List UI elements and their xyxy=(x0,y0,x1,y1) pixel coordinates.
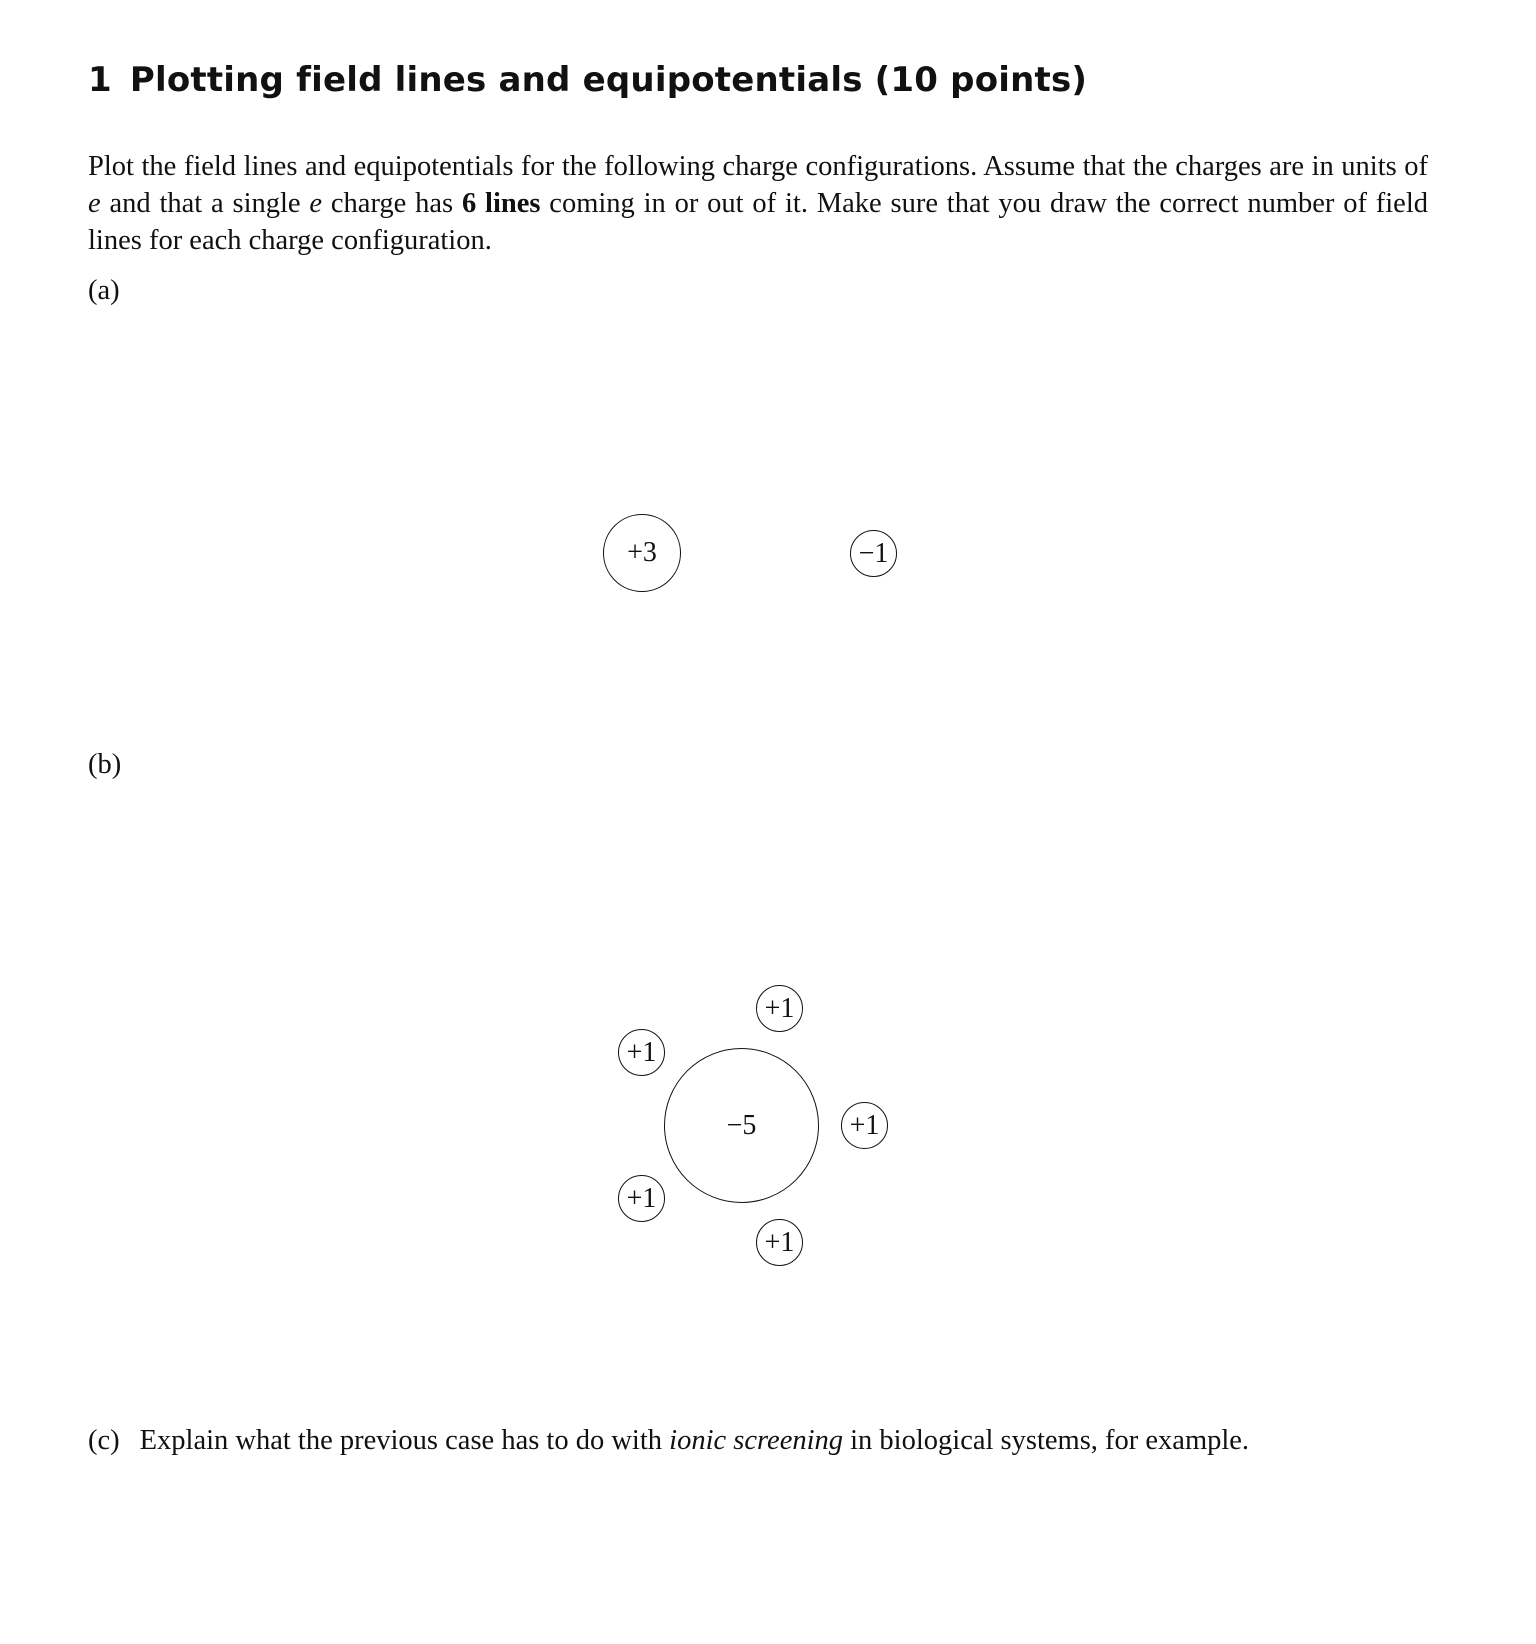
problem-statement xyxy=(88,148,1428,259)
part-c-text-1: Explain what the previous case has to do with xyxy=(139,1425,670,1456)
section-title: Plotting field lines and equipotentials (10 points) xyxy=(129,60,1088,100)
part-a-label: (a) xyxy=(88,275,120,306)
variable-e: e xyxy=(88,188,101,219)
section-heading xyxy=(88,60,1087,100)
statement-bold-text: 6 lines xyxy=(461,188,541,219)
statement-text-4: coming in or out of it. Make sure that you draw the correct number of field lines for each charge configuration. xyxy=(88,188,1428,256)
charge-plus-1-right: +1 xyxy=(841,1102,888,1149)
part-c-text-2: in biological systems, for example. xyxy=(843,1425,1250,1456)
charge-plus-1-bottom: +1 xyxy=(756,1219,803,1266)
part-c-italic-term: ionic screening xyxy=(669,1425,844,1456)
charge-plus-1-lower-left: +1 xyxy=(618,1175,665,1222)
part-c-label: (c) xyxy=(88,1425,120,1456)
charge-plus-1-top: +1 xyxy=(756,985,803,1032)
statement-text-3: charge has xyxy=(322,188,462,219)
charge-plus-1-upper-left: +1 xyxy=(618,1029,665,1076)
charge-minus-1: −1 xyxy=(850,530,897,577)
statement-text-1: Plot the field lines and equipotentials for the following charge configurations. Assume that the charges are in units of xyxy=(88,151,1428,182)
part-c-question xyxy=(88,1422,1249,1459)
charge-minus-5: −5 xyxy=(664,1048,819,1203)
section-number: 1 xyxy=(88,60,112,100)
part-b-label: (b) xyxy=(88,749,122,780)
variable-e: e xyxy=(309,188,323,219)
statement-text-2: and that a single xyxy=(100,188,310,219)
charge-plus-3: +3 xyxy=(603,514,681,592)
